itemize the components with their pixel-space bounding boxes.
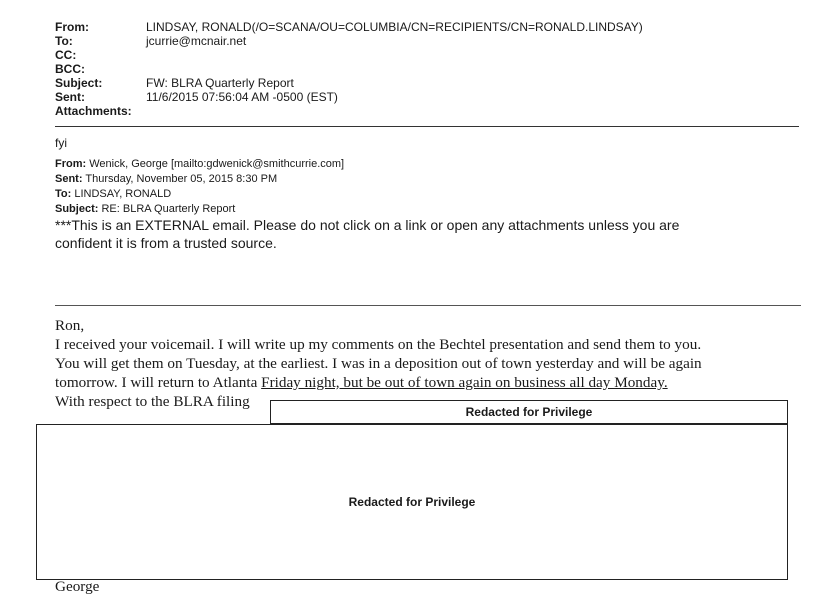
external-warning-line-1: ***This is an EXTERNAL email. Please do not click on a link or open any attachments unless you are [55,217,680,233]
redaction-inline-box [270,400,788,424]
header-from-label: From: [55,20,89,34]
header-subject-value: FW: BLRA Quarterly Report [146,76,294,90]
header-sent-value: 11/6/2015 07:56:04 AM -0500 (EST) [146,90,338,104]
forwarded-to-row [55,188,171,201]
redaction-block-label: Redacted for Privilege [348,495,476,509]
header-attachments-label: Attachments: [55,104,132,118]
forwarded-subject-value: RE: BLRA Quarterly Report [101,203,236,215]
body-line-3-start: tomorrow. I will return to Atlanta [55,374,262,391]
header-subject-label: Subject: [55,76,103,90]
warning-divider [55,305,801,306]
forwarded-to-value: LINDSAY, RONALD [74,188,172,200]
forward-note: fyi [55,136,67,150]
forwarded-from-row [55,158,344,171]
redaction-block-box [36,424,788,580]
forwarded-from-label: From: [55,158,87,170]
body-line-3 [55,373,803,392]
header-subject-row [55,76,294,90]
header-to-label: To: [55,34,73,48]
external-warning-line-2: confident it is from a trusted source. [55,235,277,251]
header-to-value: jcurrie@mcnair.net [146,34,247,48]
header-to-row [55,34,246,48]
body-line-2: You will get them on Tuesday, at the earliest. I was in a deposition out of town yesterday and will be again [55,355,702,372]
forwarded-sent-row [55,173,277,186]
header-from-value: LINDSAY, RONALD(/O=SCANA/OU=COLUMBIA/CN=RECIPIENTS/CN=RONALD.LINDSAY) [146,20,643,34]
header-divider [55,126,799,127]
redaction-inline-label: Redacted for Privilege [465,405,593,419]
forwarded-sent-value: Thursday, November 05, 2015 8:30 PM [85,173,278,185]
header-bcc-label: BCC: [55,62,85,76]
body-greeting: Ron, [55,317,85,334]
external-warning [55,216,800,252]
body-signature: George [55,578,100,595]
forwarded-subject-row [55,203,235,216]
header-cc-row [55,48,146,62]
forwarded-sent-label: Sent: [55,173,83,185]
forwarded-to-label: To: [55,188,72,200]
header-attachments-row [55,104,146,118]
header-sent-row [55,90,338,104]
forwarded-from-value: Wenick, George [mailto:gdwenick@smithcurrie.com] [89,158,345,170]
body-line-4: With respect to the BLRA filing [55,393,250,410]
header-sent-label: Sent: [55,90,85,104]
header-cc-label: CC: [55,48,77,62]
forwarded-subject-label: Subject: [55,203,99,215]
header-from-row [55,20,643,34]
body-line-1: I received your voicemail. I will write up my comments on the Bechtel presentation and send them to you. [55,336,702,353]
header-bcc-row [55,62,146,76]
body-line-3-underlined: Friday night, but be out of town again on business all day Monday. [261,374,668,391]
